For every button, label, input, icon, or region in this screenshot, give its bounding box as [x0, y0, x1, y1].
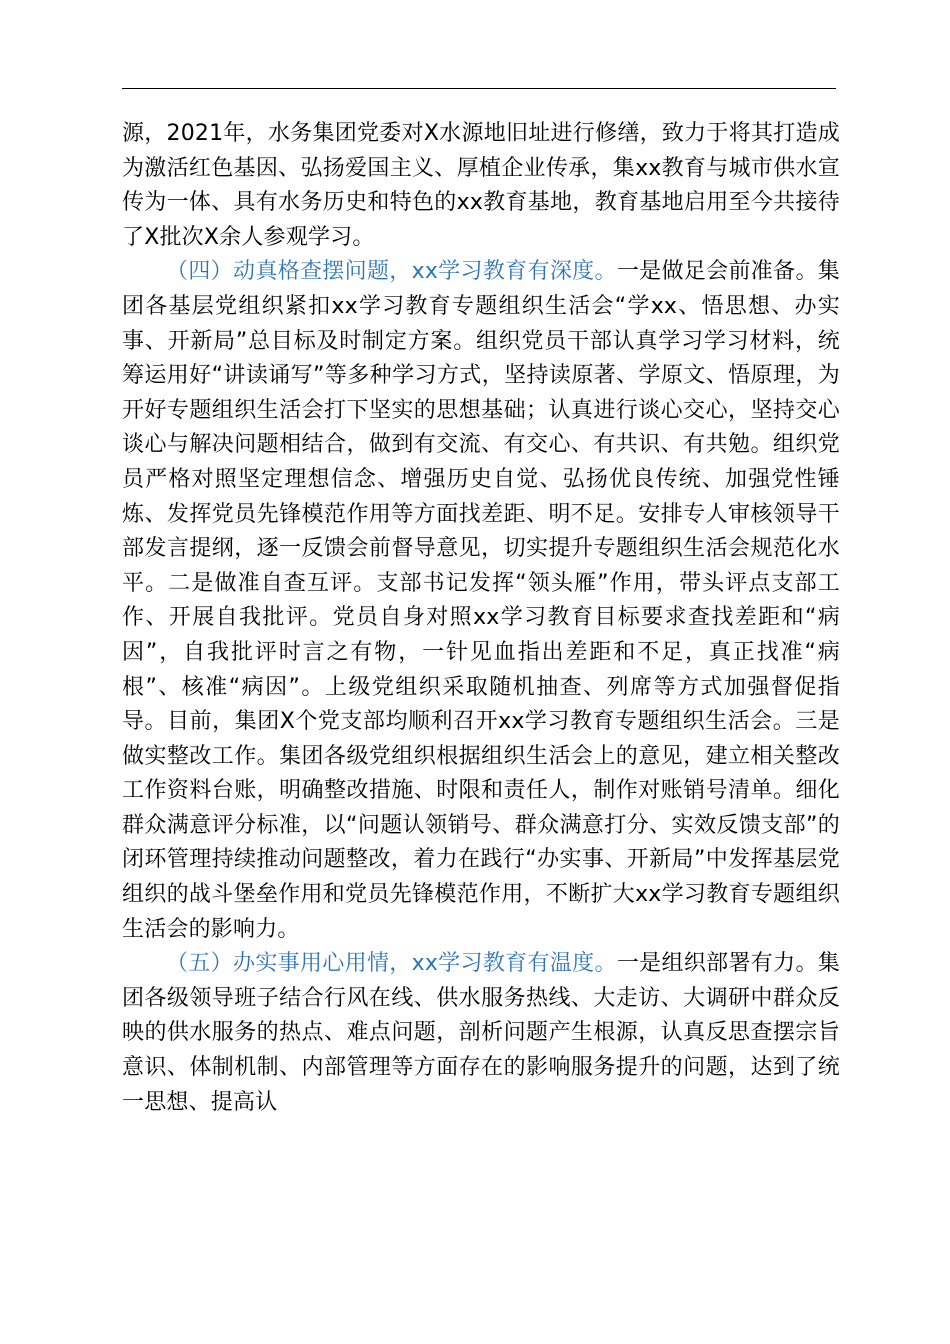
paragraph-text: 一是组织部署有力。集团各级领导班子结合行风在线、供水服务热线、大走访、大调研中群众反映的供水服务的热点、难点问题，剖析问题产生根源，认真反思查摆宗旨意识、体制机制、内部管理等方面存在的影响服务提升的问题，达到了统一思想、提高认 [122, 951, 840, 1115]
paragraph-text: 一是做足会前准备。集团各基层党组织紧扣xx学习教育专题组织生活会“学xx、悟思想、办实事、开新局”总目标及时制定方案。组织党员干部认真学习学习材料，统筹运用好“讲读诵写”等多种学习方式，坚持读原著、学原文、悟原理，为开好专题组织生活会打下坚实的思想基础；认真进行谈心交心，坚持交心谈心与解决问题相结合，做到有交流、有交心、有共识、有共勉。组织党员严格对照坚定理想信念、增强历史自觉、弘扬优良传统、加强党性锤炼、发挥党员先锋模范作用等方面找差距、明不足。安排专人审核领导干部发言提纲，逐一反馈会前督导意见，切实提升专题组织生活会规范化水平。二是做准自查互评。支部书记发挥“领头雁”作用，带头评点支部工作、开展自我批评。党员自身对照xx学习教育目标要求查找差距和“病因”，自我批评时言之有物，一针见血指出差距和不足，真正找准“病根”、核准“病因”。上级党组织采取随机抽查、列席等方式加强督促指导。目前，集团X个党支部均顺利召开xx学习教育专题组织生活会。三是做实整改工作。集团各级党组织根据组织生活会上的意见，建立相关整改工作资料台账，明确整改措施、时限和责任人，制作对账销号清单。细化群众满意评分标准，以“问题认领销号、群众满意打分、实效反馈支部”的闭环管理持续推动问题整改，着力在践行“办实事、开新局”中发挥基层党组织的战斗堡垒作用和党员先锋模范作用，不断扩大xx学习教育专题组织生活会的影响力。 [122, 259, 840, 942]
body-text [122, 117, 840, 1120]
paragraph-section-five [122, 947, 840, 1120]
paragraph-text: 源，2021年，水务集团党委对X水源地旧址进行修缮，致力于将其打造成为激活红色基因、弘扬爱国主义、厚植企业传承，集xx教育与城市供水宣传为一体、具有水务历史和特色的xx教育基地，教育基地启用至今共接待了X批次X余人参观学习。 [122, 121, 840, 250]
paragraph-continued [122, 117, 840, 255]
header-rule [122, 88, 836, 89]
section-four-heading: （四）动真格查摆问题，xx学习教育有深度。 [166, 259, 617, 285]
section-five-heading: （五）办实事用心用情，xx学习教育有温度。 [166, 951, 617, 977]
paragraph-section-four [122, 255, 840, 947]
